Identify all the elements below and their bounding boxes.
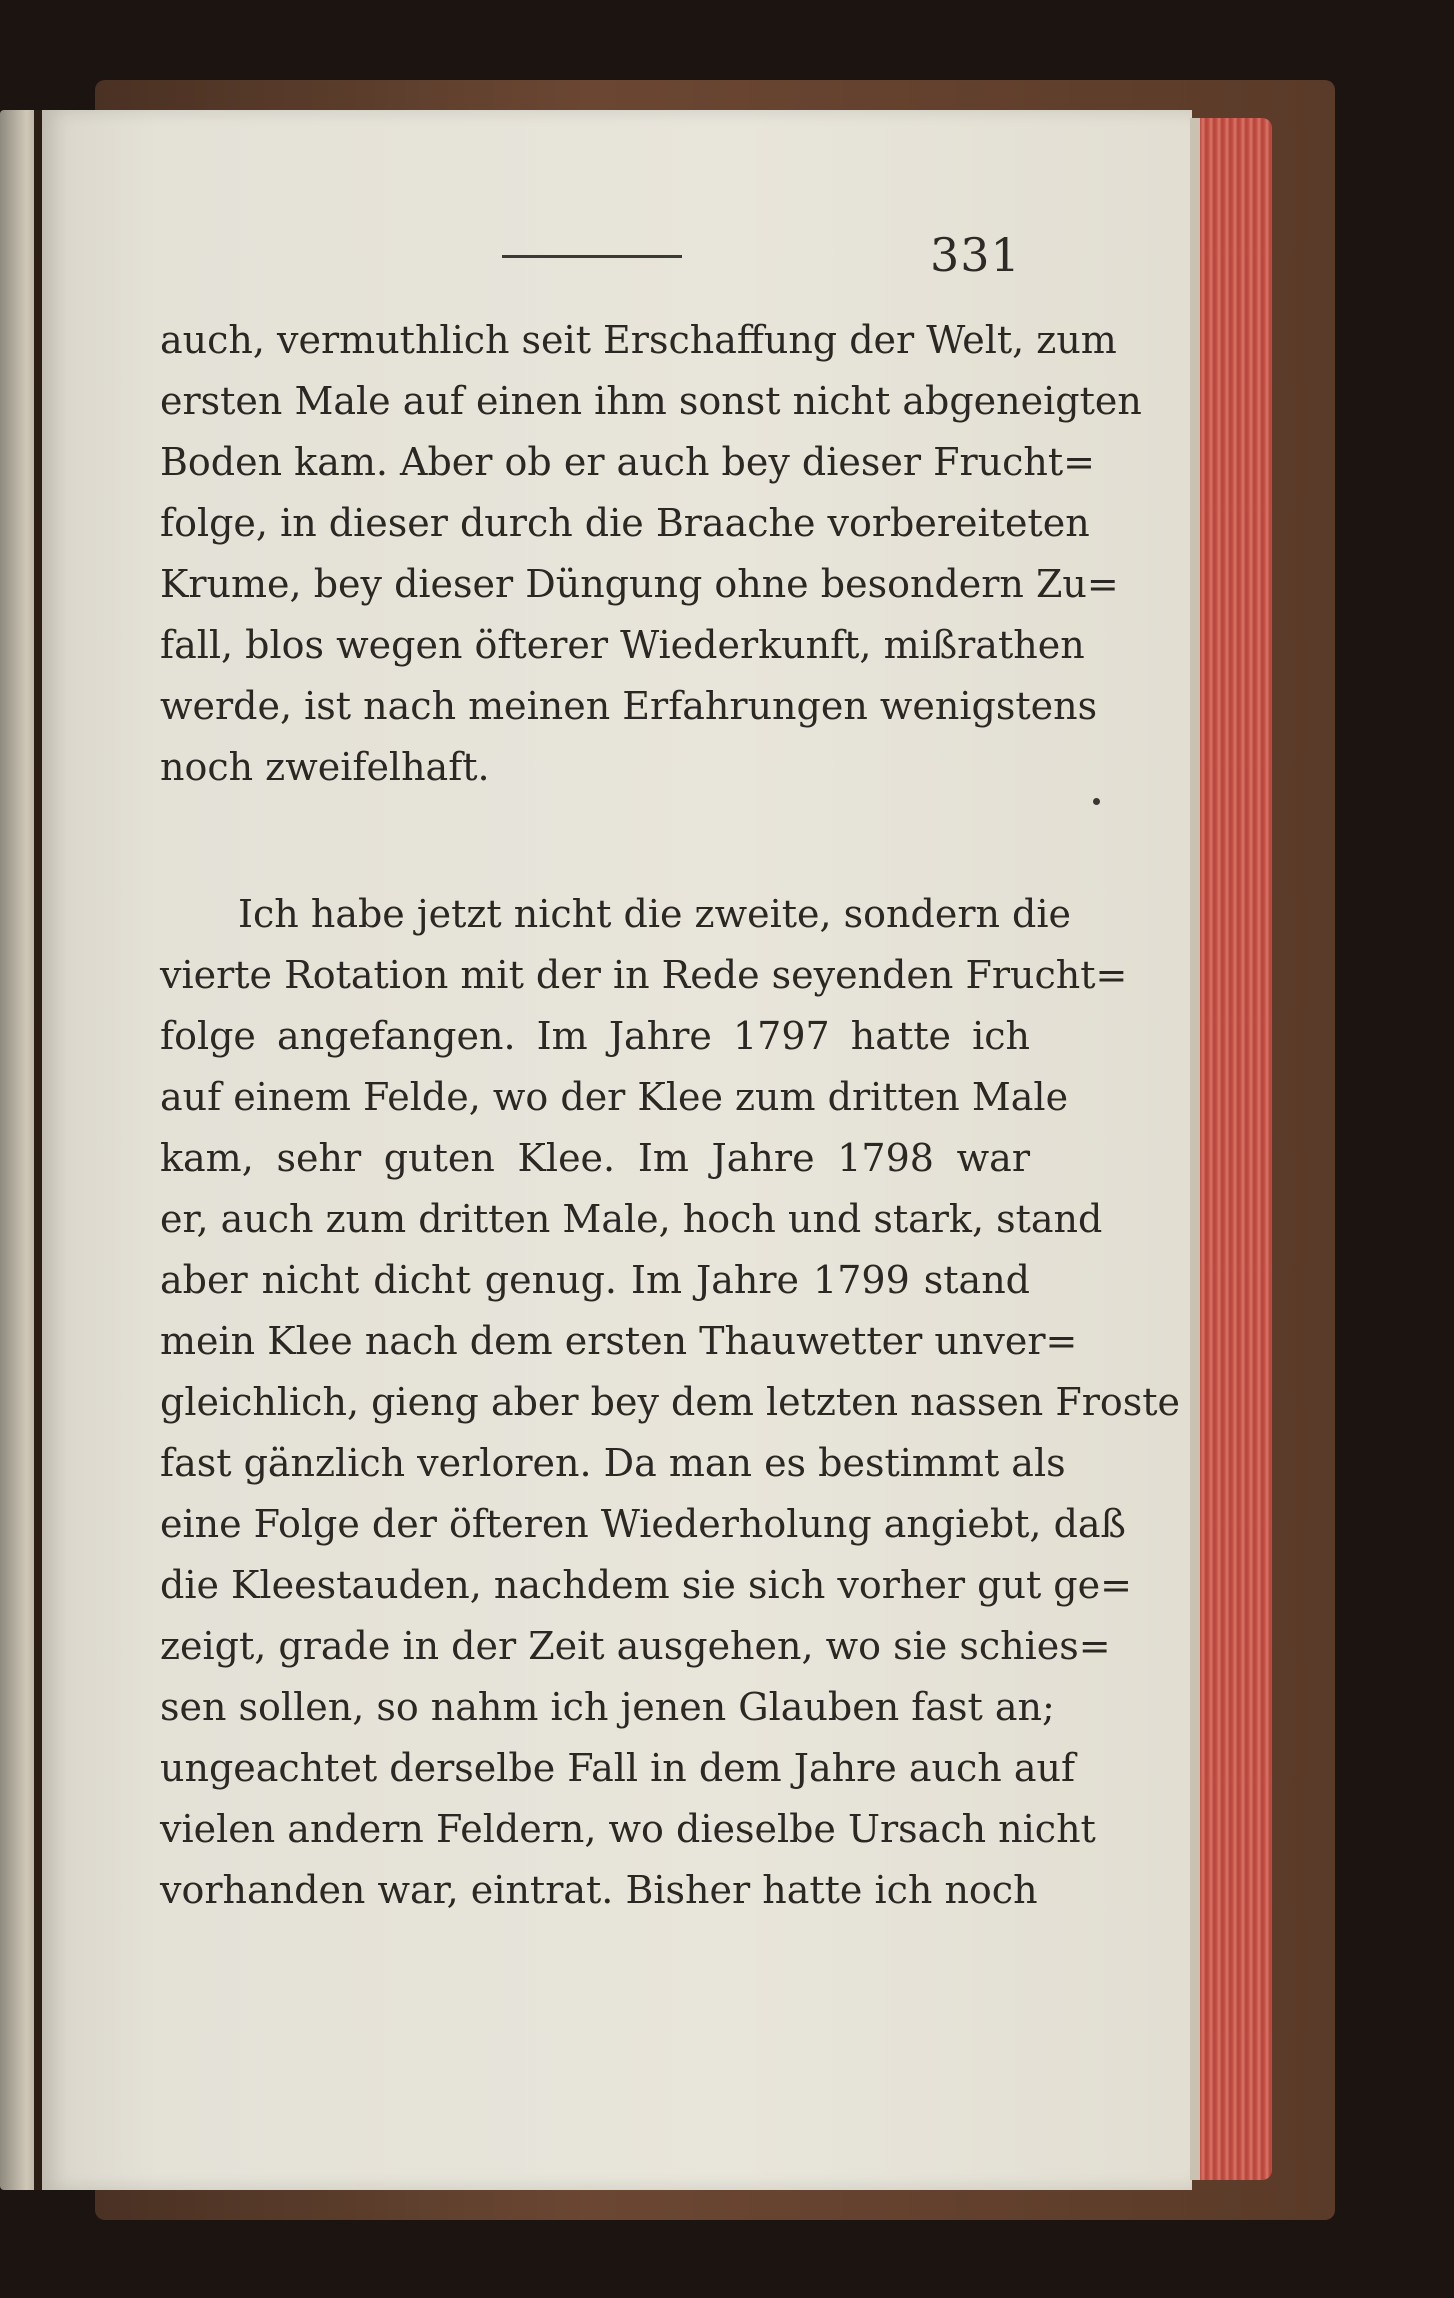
text-line: werde, ist nach meinen Erfahrungen wenigstens bbox=[160, 684, 1098, 728]
text-line: fall, blos wegen öfterer Wiederkunft, mißrathen bbox=[160, 623, 1085, 667]
text-line: die Kleestauden, nachdem sie sich vorher gut ge= bbox=[160, 1563, 1132, 1607]
text-line: mein Klee nach dem ersten Thauwetter unver= bbox=[160, 1319, 1078, 1363]
ink-speck bbox=[1093, 798, 1100, 805]
text-line: Ich habe jetzt nicht die zweite, sondern die bbox=[238, 892, 1072, 936]
page-edge-inner bbox=[1190, 118, 1200, 2180]
text-line: sen sollen, so nahm ich jenen Glauben fast an; bbox=[160, 1685, 1055, 1729]
text-line: folge, in dieser durch die Braache vorbereiteten bbox=[160, 501, 1090, 545]
text-line: vielen andern Feldern, wo dieselbe Ursach nicht bbox=[160, 1807, 1096, 1851]
paragraph-1 bbox=[160, 310, 1142, 798]
page-number: 331 bbox=[930, 228, 1021, 282]
page-block-edge bbox=[1190, 118, 1272, 2180]
text-line: kam, sehr guten Klee. Im Jahre 1798 war bbox=[160, 1136, 1030, 1180]
text-line: noch zweifelhaft. bbox=[160, 745, 490, 789]
text-line: eine Folge der öfteren Wiederholung angiebt, daß bbox=[160, 1502, 1126, 1546]
text-line: auch, vermuthlich seit Erschaffung der Welt, zum bbox=[160, 318, 1117, 362]
header-rule bbox=[502, 255, 682, 258]
left-page-edge bbox=[0, 110, 38, 2190]
text-line: Boden kam. Aber ob er auch bey dieser Frucht= bbox=[160, 440, 1095, 484]
text-line: aber nicht dicht genug. Im Jahre 1799 stand bbox=[160, 1258, 1030, 1302]
text-line: folge angefangen. Im Jahre 1797 hatte ich bbox=[160, 1014, 1030, 1058]
text-line: auf einem Felde, wo der Klee zum dritten Male bbox=[160, 1075, 1069, 1119]
text-line: vierte Rotation mit der in Rede seyenden Frucht= bbox=[160, 953, 1128, 997]
text-line: fast gänzlich verloren. Da man es bestimmt als bbox=[160, 1441, 1066, 1485]
text-line: gleichlich, gieng aber bey dem letzten nassen Froste bbox=[160, 1380, 1181, 1424]
text-line: Krume, bey dieser Düngung ohne besondern Zu= bbox=[160, 562, 1119, 606]
text-line: ungeachtet derselbe Fall in dem Jahre auch auf bbox=[160, 1746, 1076, 1790]
text-line: vorhanden war, eintrat. Bisher hatte ich noch bbox=[160, 1868, 1038, 1912]
paragraph-2 bbox=[160, 884, 1181, 1921]
body-text bbox=[160, 310, 1181, 1921]
text-line: er, auch zum dritten Male, hoch und stark, stand bbox=[160, 1197, 1103, 1241]
paragraph-spacer bbox=[160, 798, 1030, 884]
text-line: zeigt, grade in der Zeit ausgehen, wo sie schies= bbox=[160, 1624, 1111, 1668]
text-line: ersten Male auf einen ihm sonst nicht abgeneigten bbox=[160, 379, 1142, 423]
